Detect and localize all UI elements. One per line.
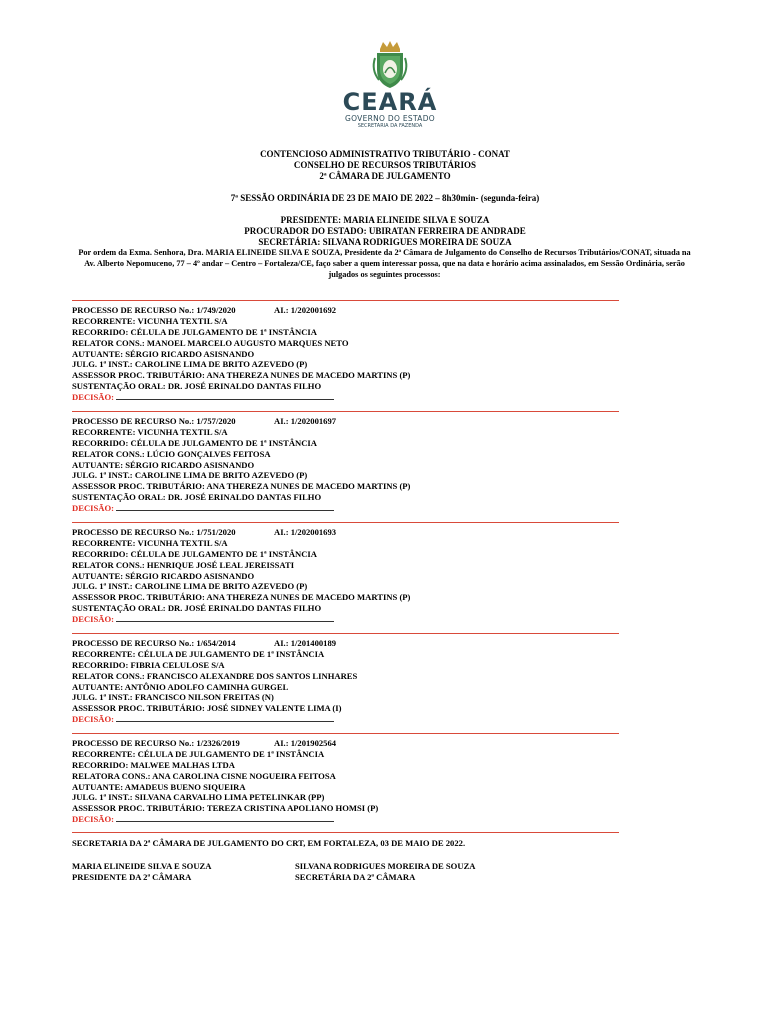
decision-label: DECISÃO: [72, 714, 115, 725]
process-detail-line: RECORRENTE: VICUNHA TEXTIL S/A [72, 537, 228, 548]
session-line: 7ª SESSÃO ORDINÁRIA DE 23 DE MAIO DE 2022 – 8h30min- (segunda-feira) [230, 193, 540, 203]
signature-president [72, 861, 211, 883]
process-detail-line: ASSESSOR PROC. TRIBUTÁRIO: ANA THEREZA NUNES DE MACEDO MARTINS (P) [72, 370, 411, 381]
process-detail-line: SUSTENTAÇÃO ORAL: DR. JOSÉ ERINALDO DANTAS FILHO [72, 603, 322, 614]
header-line-conat: CONTENCIOSO ADMINISTRATIVO TRIBUTÁRIO - CONAT [260, 149, 510, 159]
president-line: PRESIDENTE: MARIA ELINEIDE SILVA E SOUZA [280, 215, 490, 225]
process-detail-line: ASSESSOR PROC. TRIBUTÁRIO: JOSÉ SIDNEY VALENTE LIMA (I) [72, 703, 342, 714]
process-detail-line: RECORRENTE: CÉLULA DE JULGAMENTO DE 1ª INSTÂNCIA [72, 648, 325, 659]
decision-label: DECISÃO: [72, 503, 115, 514]
process-detail-line: RELATOR CONS.: MANOEL MARCELO AUGUSTO MARQUES NETO [72, 337, 349, 348]
process-detail-line: RECORRIDO: MALWEE MALHAS LTDA [72, 759, 235, 770]
signature-role: SECRETÁRIA DA 2ª CÂMARA [295, 872, 416, 882]
process-block [72, 416, 632, 514]
process-detail-line: JULG. 1ª INST.: SILVANA CARVALHO LIMA PETELINKAR (PP) [72, 792, 325, 803]
decision-blank [116, 714, 334, 722]
process-detail-line: RECORRIDO: CÉLULA DE JULGAMENTO DE 1ª INSTÂNCIA [72, 548, 317, 559]
process-detail-line: RELATORA CONS.: ANA CAROLINA CISNE NOGUEIRA FEITOSA [72, 770, 336, 781]
coat-of-arms-icon [369, 40, 411, 90]
process-detail-line: JULG. 1ª INST.: CAROLINE LIMA DE BRITO AZEVEDO (P) [72, 470, 308, 481]
divider-line [72, 522, 619, 523]
process-detail-line: ASSESSOR PROC. TRIBUTÁRIO: ANA THEREZA NUNES DE MACEDO MARTINS (P) [72, 592, 411, 603]
process-detail-line: ASSESSOR PROC. TRIBUTÁRIO: ANA THEREZA NUNES DE MACEDO MARTINS (P) [72, 481, 411, 492]
process-number: PROCESSO DE RECURSO No.: 1/654/2014 [72, 638, 236, 648]
process-detail-line: RECORRIDO: CÉLULA DE JULGAMENTO DE 1ª INSTÂNCIA [72, 437, 317, 448]
process-block [72, 738, 632, 825]
process-number: PROCESSO DE RECURSO No.: 1/749/2020 [72, 305, 236, 315]
auto-infracao-number: AI.: 1/201400189 [274, 638, 337, 648]
process-detail-line: AUTUANTE: SÉRGIO RICARDO ASISNANDO [72, 348, 255, 359]
process-detail-line: AUTUANTE: AMADEUS BUENO SIQUEIRA [72, 781, 246, 792]
process-number: PROCESSO DE RECURSO No.: 1/2326/2019 [72, 738, 240, 748]
process-detail-line: RECORRENTE: VICUNHA TEXTIL S/A [72, 315, 228, 326]
process-detail-line: RELATOR CONS.: HENRIQUE JOSÉ LEAL JEREISSATI [72, 559, 295, 570]
decision-line [72, 714, 632, 725]
header-line-conselho: CONSELHO DE RECURSOS TRIBUTÁRIOS [293, 160, 477, 170]
decision-line [72, 392, 632, 403]
decision-line [72, 503, 632, 514]
decision-blank [116, 614, 334, 622]
process-block [72, 305, 632, 403]
process-detail-line: ASSESSOR PROC. TRIBUTÁRIO: TEREZA CRISTINA APOLIANO HOMSI (P) [72, 803, 379, 814]
divider-line [72, 633, 619, 634]
auto-infracao-number: AI.: 1/201902564 [274, 738, 337, 748]
document-header [0, 149, 770, 182]
process-number-line [72, 416, 632, 427]
signature-secretary [295, 861, 476, 883]
signature-name: MARIA ELINEIDE SILVA E SOUZA [72, 861, 212, 871]
process-detail-line: RELATOR CONS.: LÚCIO GONÇALVES FEITOSA [72, 448, 271, 459]
process-detail-line: RECORRENTE: CÉLULA DE JULGAMENTO DE 1ª INSTÂNCIA [72, 748, 325, 759]
process-number: PROCESSO DE RECURSO No.: 1/757/2020 [72, 416, 236, 426]
process-detail-line: JULG. 1ª INST.: CAROLINE LIMA DE BRITO AZEVEDO (P) [72, 359, 308, 370]
auto-infracao-number: AI.: 1/202001692 [274, 305, 337, 315]
process-block [72, 527, 632, 625]
process-detail-line: AUTUANTE: SÉRGIO RICARDO ASISNANDO [72, 459, 255, 470]
brand-department: SECRETARIA DA FAZENDA [357, 123, 423, 129]
header-line-camara: 2ª CÂMARA DE JULGAMENTO [319, 171, 451, 181]
process-number-line [72, 527, 632, 538]
brand-subtitle: GOVERNO DO ESTADO [344, 114, 436, 123]
signature-name: SILVANA RODRIGUES MOREIRA DE SOUZA [295, 861, 476, 871]
divider-line [72, 733, 619, 734]
process-detail-line: RECORRIDO: CÉLULA DE JULGAMENTO DE 1ª INSTÂNCIA [72, 326, 317, 337]
process-detail-line: JULG. 1ª INST.: FRANCISCO NILSON FREITAS (N) [72, 692, 274, 703]
decision-blank [116, 503, 334, 511]
decision-line [72, 614, 632, 625]
process-number-line [72, 638, 632, 649]
signature-role: PRESIDENTE DA 2ª CÂMARA [72, 872, 192, 882]
decision-label: DECISÃO: [72, 392, 115, 403]
process-detail-line: JULG. 1ª INST.: CAROLINE LIMA DE BRITO AZEVEDO (P) [72, 581, 308, 592]
ceara-government-logo [335, 40, 445, 140]
process-number: PROCESSO DE RECURSO No.: 1/751/2020 [72, 527, 236, 537]
intro-paragraph: Por ordem da Exma. Senhora, Dra. MARIA ELINEIDE SILVA E SOUZA, Presidente da 2ª Câmara de Julgamento do Conselho de Recursos Tributários/CONAT, situada na Av. Alberto Nepomuceno, 77 – 4º andar – Centro – Fortaleza/CE, faço saber a quem interessar possa, que na data e horário acima assinalados, em Sessão Ordinária, serão julgados os seguintes processos: [78, 248, 691, 279]
process-detail-line: RECORRENTE: VICUNHA TEXTIL S/A [72, 426, 228, 437]
divider-line [72, 411, 619, 412]
secretaria-line: SECRETÁRIA: SILVANA RODRIGUES MOREIRA DE SOUZA [258, 237, 512, 247]
process-number-line [72, 738, 632, 749]
decision-label: DECISÃO: [72, 614, 115, 625]
process-number-line [72, 305, 632, 316]
process-detail-line: AUTUANTE: ANTÔNIO ADOLFO CAMINHA GURGEL [72, 681, 289, 692]
decision-label: DECISÃO: [72, 814, 115, 825]
auto-infracao-number: AI.: 1/202001693 [274, 527, 337, 537]
procurador-line: PROCURADOR DO ESTADO: UBIRATAN FERREIRA DE ANDRADE [244, 226, 526, 236]
auto-infracao-number: AI.: 1/202001697 [274, 416, 337, 426]
divider-line [72, 300, 619, 301]
process-detail-line: RECORRIDO: FIBRIA CELULOSE S/A [72, 659, 225, 670]
decision-blank [116, 392, 334, 400]
decision-blank [116, 814, 334, 822]
closing-statement: SECRETARIA DA 2ª CÂMARA DE JULGAMENTO DO CRT, EM FORTALEZA, 03 DE MAIO DE 2022. [72, 838, 466, 848]
process-detail-line: SUSTENTAÇÃO ORAL: DR. JOSÉ ERINALDO DANTAS FILHO [72, 381, 322, 392]
process-detail-line: RELATOR CONS.: FRANCISCO ALEXANDRE DOS SANTOS LINHARES [72, 670, 358, 681]
process-block [72, 638, 632, 725]
decision-line [72, 814, 632, 825]
divider-line [72, 832, 619, 833]
process-detail-line: AUTUANTE: SÉRGIO RICARDO ASISNANDO [72, 570, 255, 581]
process-detail-line: SUSTENTAÇÃO ORAL: DR. JOSÉ ERINALDO DANTAS FILHO [72, 492, 322, 503]
officials-block [0, 215, 770, 248]
brand-name: CEARÁ [342, 88, 438, 116]
